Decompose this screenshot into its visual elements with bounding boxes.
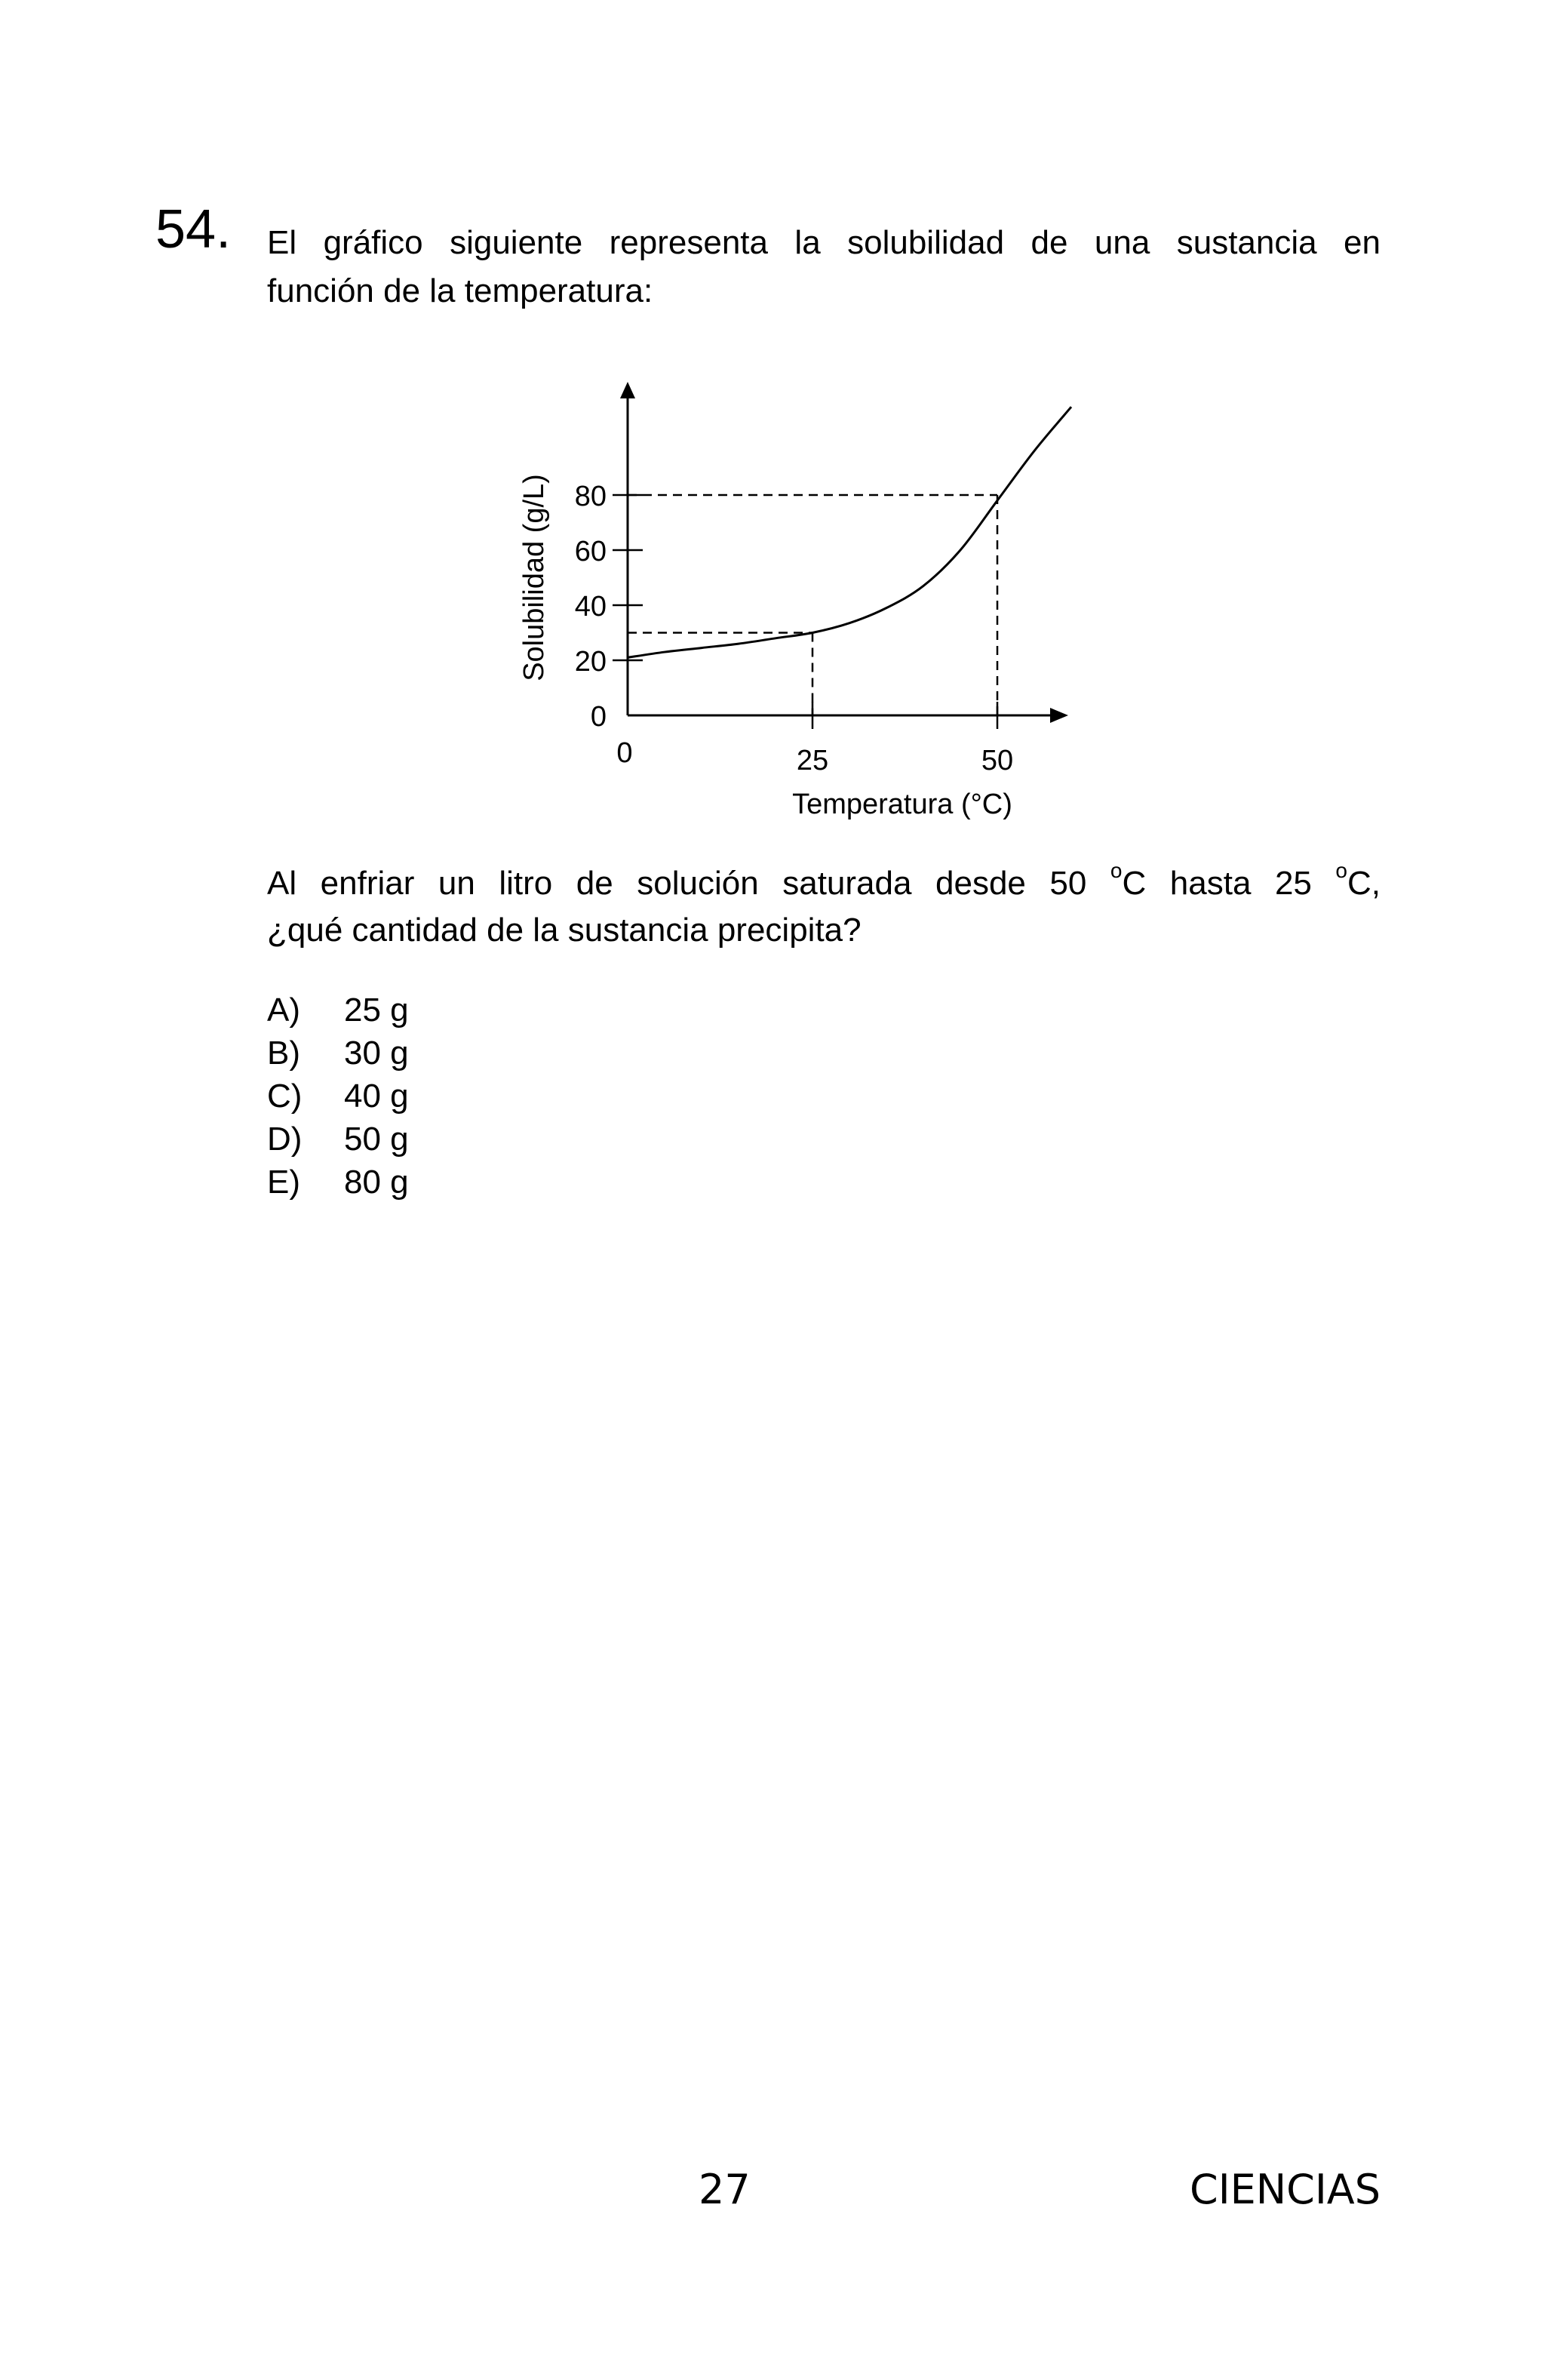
- option-text: 30 g: [344, 1035, 409, 1072]
- subject-label: CIENCIAS: [1190, 2166, 1381, 2213]
- plot-area: [518, 382, 1071, 820]
- option-a[interactable]: [267, 989, 409, 1032]
- option-letter: C): [267, 1078, 303, 1115]
- prompt-part-b: C hasta 25: [1122, 865, 1336, 902]
- y-axis-label: Solubilidad (g/L): [518, 474, 550, 681]
- option-letter: B): [267, 1035, 300, 1072]
- option-b[interactable]: [267, 1032, 409, 1075]
- option-text: 50 g: [344, 1121, 409, 1158]
- option-letter: E): [267, 1164, 300, 1201]
- prompt-part-c: C,: [1347, 865, 1381, 902]
- question-stem: [267, 219, 1381, 315]
- stem-line-1: El gráfico siguiente representa la solubilidad de una sustancia en: [267, 224, 1381, 261]
- option-c[interactable]: [267, 1075, 409, 1118]
- prompt-line-1: [267, 860, 1381, 907]
- page-number: 27: [699, 2166, 751, 2213]
- stem-line-2: función de la temperatura:: [267, 272, 653, 309]
- option-letter: A): [267, 992, 300, 1029]
- question-prompt: [267, 860, 1381, 954]
- option-letter: D): [267, 1121, 303, 1158]
- solubility-chart: [498, 370, 1101, 838]
- degree-mark-1: o: [1110, 859, 1123, 882]
- option-d[interactable]: [267, 1118, 409, 1161]
- x-axis-arrow-icon: [1050, 708, 1068, 723]
- y-tick-label: 80: [574, 481, 607, 512]
- x-tick-label: 50: [981, 745, 1014, 776]
- degree-mark-2: o: [1335, 859, 1347, 882]
- question-number: 54.: [155, 199, 232, 260]
- x-tick-label: 0: [616, 737, 633, 769]
- option-text: 25 g: [344, 992, 409, 1029]
- solubility-curve: [628, 407, 1071, 657]
- option-e[interactable]: [267, 1161, 409, 1204]
- y-tick-label: 0: [590, 701, 607, 733]
- y-tick-label: 60: [574, 536, 607, 567]
- y-axis-arrow-icon: [620, 382, 635, 398]
- x-axis-label: Temperatura (°C): [792, 789, 1012, 820]
- prompt-line-2: ¿qué cantidad de la sustancia precipita?: [267, 912, 862, 949]
- answer-options: [267, 989, 409, 1204]
- y-tick-label: 40: [574, 591, 607, 623]
- x-tick-label: 25: [796, 745, 829, 776]
- y-tick-label: 20: [574, 646, 607, 678]
- option-text: 40 g: [344, 1078, 409, 1115]
- prompt-part-a: Al enfriar un litro de solución saturada desde 50: [267, 865, 1110, 902]
- option-text: 80 g: [344, 1164, 409, 1201]
